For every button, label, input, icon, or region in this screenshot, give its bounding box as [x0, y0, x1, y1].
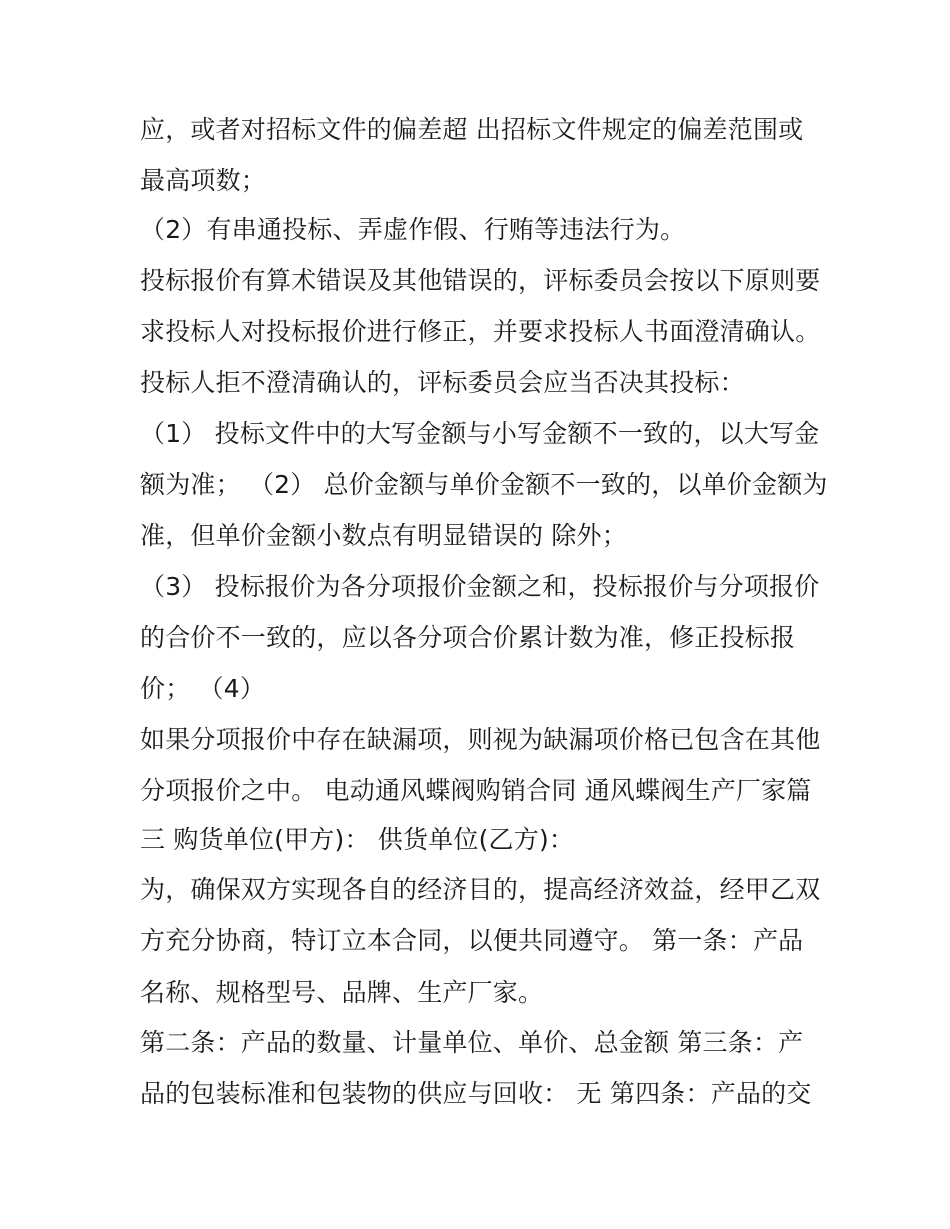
text-line-16: 为，确保双方实现各自的经济目的，提高经济效益，经甲乙双: [140, 875, 821, 904]
text-line-6: 投标人拒不澄清确认的，评标委员会应当否决其投标：: [140, 368, 745, 397]
text-line-5: 求投标人对投标报价进行修正，并要求投标人书面澄清确认。: [140, 317, 821, 346]
text-line-2: 最高项数；: [140, 166, 267, 195]
text-line-12: 价； （4）: [140, 674, 266, 703]
text-line-9: 准，但单价金额小数点有明显错误的 除外；: [140, 521, 627, 550]
text-line-1: 应，或者对招标文件的偏差超 出招标文件规定的偏差范围或: [140, 115, 804, 144]
text-line-7: （1） 投标文件中的大写金额与小写金额不一致的，以大写金: [140, 419, 820, 448]
text-line-13: 如果分项报价中存在缺漏项，则视为缺漏项价格已包含在其他: [140, 725, 821, 754]
text-line-10: （3） 投标报价为各分项报价金额之和，投标报价与分项报价: [140, 572, 820, 601]
text-line-19: 第二条：产品的数量、计量单位、单价、总金额 第三条：产: [140, 1028, 804, 1057]
text-line-11: 的合价不一致的，应以各分项合价累计数为准，修正投标报: [140, 623, 796, 652]
text-line-18: 名称、规格型号、品牌、生产厂家。: [140, 978, 544, 1007]
text-line-8: 额为准； （2） 总价金额与单价金额不一致的，以单价金额为: [140, 470, 828, 499]
text-line-17: 方充分协商，特订立本合同，以便共同遵守。 第一条：产品: [140, 926, 804, 955]
text-line-4: 投标报价有算术错误及其他错误的，评标委员会按以下原则要: [140, 266, 821, 295]
text-line-14: 分项报价之中。 电动通风蝶阀购销合同 通风蝶阀生产厂家篇: [140, 776, 812, 805]
text-line-15: 三 购货单位(甲方)： 供货单位(乙方)：: [140, 825, 575, 854]
text-line-20: 品的包装标准和包装物的供应与回收： 无 第四条：产品的交: [140, 1079, 812, 1108]
text-line-3: （2）有串通投标、弄虚作假、行贿等违法行为。: [140, 215, 686, 244]
